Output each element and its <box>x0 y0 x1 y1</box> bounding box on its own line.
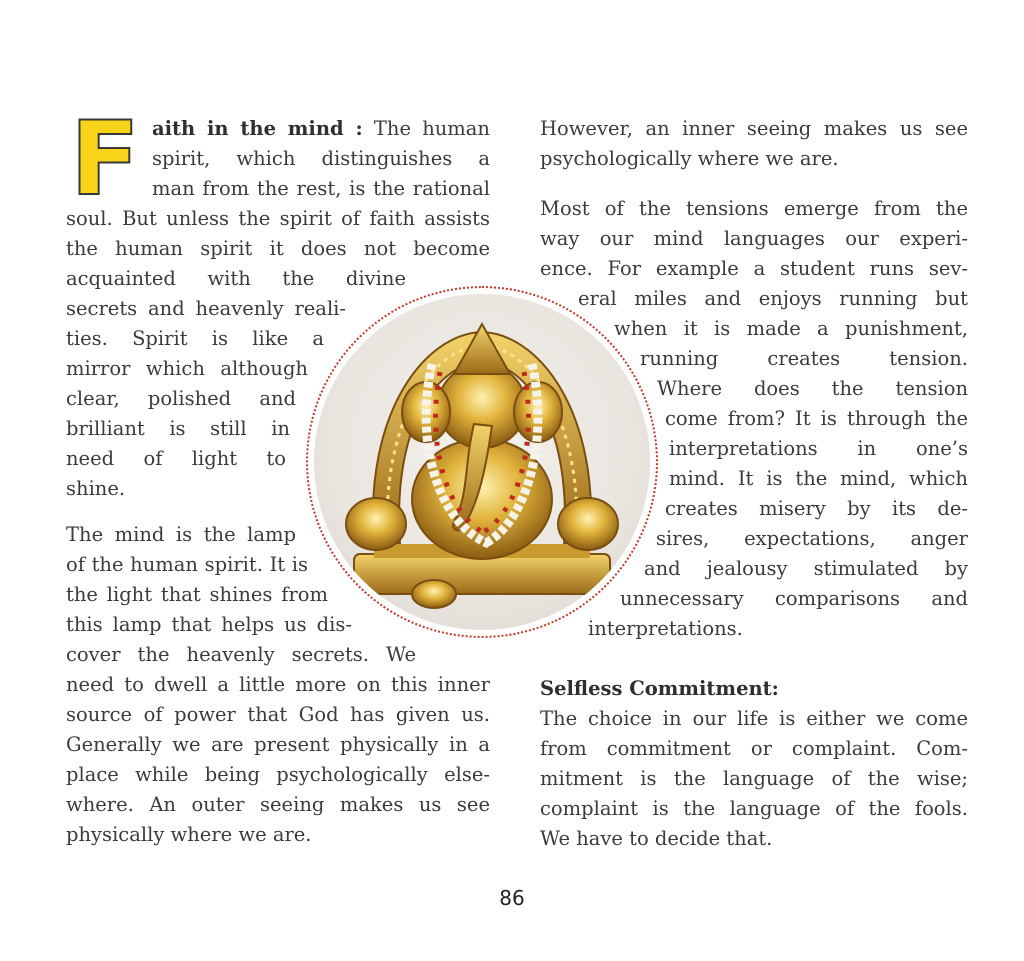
left-line: spirit, which distinguishes a <box>152 147 490 170</box>
left-line: The mind is the lamp <box>66 523 296 546</box>
right-line: mind. It is the mind, which <box>669 467 968 490</box>
left-line: physically where we are. <box>66 823 312 846</box>
left-line: ties. Spirit is like a <box>66 327 324 350</box>
left-line: soul. But unless the spirit of faith assists <box>66 207 490 230</box>
left-line: man from the rest, is the rational <box>152 177 490 200</box>
left-line: where. An outer seeing makes us see <box>66 793 490 816</box>
lead-line-rest: The human <box>373 117 490 140</box>
left-line: need of light to <box>66 447 286 470</box>
idol-illustration <box>314 294 650 630</box>
page-number: 86 <box>499 886 525 910</box>
left-line: secrets and heavenly reali- <box>66 297 346 320</box>
right-line: Most of the tensions emerge from the <box>540 197 968 220</box>
right-line: interpretations. <box>588 617 743 640</box>
left-line: shine. <box>66 477 126 500</box>
left-line: brilliant is still in <box>66 417 290 440</box>
right-line: and jealousy stimulated by <box>644 557 968 580</box>
left-line: acquainted with the divine <box>66 267 406 290</box>
left-line: the light that shines from <box>66 583 328 606</box>
section-line: from commitment or complaint. Com- <box>540 737 968 760</box>
left-line: of the human spirit. It is <box>66 553 308 576</box>
section-line: mitment is the language of the wise; <box>540 767 968 790</box>
right-line: come from? It is through the <box>665 407 968 430</box>
left-line: source of power that God has given us. <box>66 703 490 726</box>
right-line: when it is made a punishment, <box>614 317 968 340</box>
idol-image-frame <box>306 286 658 638</box>
left-line: the human spirit it does not become <box>66 237 490 260</box>
right-line: unnecessary comparisons and <box>620 587 968 610</box>
lead-line <box>152 114 490 144</box>
left-line: this lamp that helps us dis- <box>66 613 352 636</box>
section-line: We have to decide that. <box>540 827 773 850</box>
right-line: creates misery by its de- <box>665 497 968 520</box>
lead-heading: aith in the mind : <box>152 117 363 140</box>
right-line: way our mind languages our experi- <box>540 227 968 250</box>
ganesha-idol-image <box>314 294 650 630</box>
drop-cap-letter: F <box>70 100 140 219</box>
left-line: place while being psychologically else- <box>66 763 490 786</box>
right-line: However, an inner seeing makes us see <box>540 117 968 140</box>
right-line: running creates tension. <box>640 347 968 370</box>
section-line: complaint is the language of the fools. <box>540 797 968 820</box>
left-line: need to dwell a little more on this inner <box>66 673 490 696</box>
right-line: ence. For example a student runs sev- <box>540 257 968 280</box>
left-line: clear, polished and <box>66 387 296 410</box>
right-line: psychologically where we are. <box>540 147 839 170</box>
left-line: Generally we are present physically in a <box>66 733 490 756</box>
left-line: mirror which although <box>66 357 308 380</box>
right-line: eral miles and enjoys running but <box>578 287 968 310</box>
section-line: The choice in our life is either we come <box>540 707 968 730</box>
right-line: Where does the tension <box>657 377 968 400</box>
section-heading: Selfless Commitment: <box>540 677 779 700</box>
left-line: cover the heavenly secrets. We <box>66 643 416 666</box>
right-line: sires, expectations, anger <box>656 527 968 550</box>
right-line: interpretations in one’s <box>669 437 968 460</box>
